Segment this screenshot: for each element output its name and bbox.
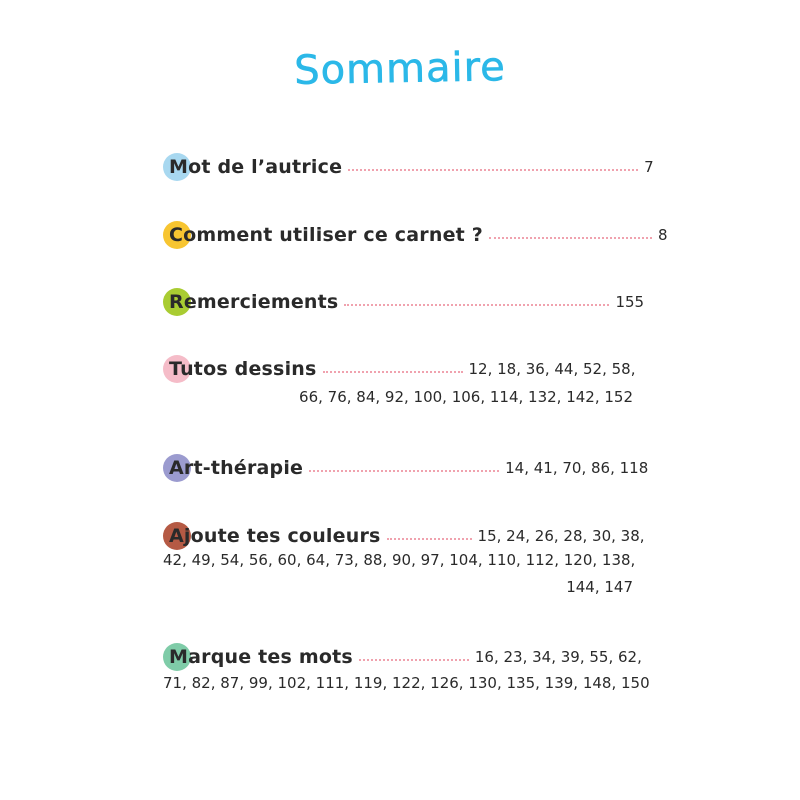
dotted-leader [348, 168, 638, 171]
toc-entry-tutos-dessins[interactable] [163, 350, 636, 411]
page-numbers-continued: 144, 147 [566, 578, 633, 596]
page-numbers-continued: 66, 76, 84, 92, 100, 106, 114, 132, 142, 152 [299, 388, 633, 406]
entry-label: Marque tes mots [169, 646, 353, 668]
dotted-leader [344, 303, 609, 306]
page-numbers: 15, 24, 26, 28, 30, 38, [477, 527, 645, 545]
dotted-leader [309, 469, 499, 472]
toc-entry-ajoute-tes-couleurs[interactable] [163, 517, 645, 601]
dotted-leader [359, 658, 469, 661]
page-numbers-continued: 42, 49, 54, 56, 60, 64, 73, 88, 90, 97, 104, 110, 112, 120, 138, [163, 551, 636, 569]
entry-label: Mot de l’autrice [169, 156, 343, 178]
page-numbers: 14, 41, 70, 86, 118 [505, 459, 649, 477]
dotted-leader [323, 370, 463, 373]
page-numbers: 12, 18, 36, 44, 52, 58, [468, 360, 636, 378]
entry-label: Ajoute tes couleurs [169, 525, 381, 547]
toc-entry-marque-tes-mots[interactable] [163, 638, 650, 697]
toc-entry-comment-utiliser[interactable] [163, 216, 668, 246]
entry-label: Comment utiliser ce carnet ? [169, 224, 483, 246]
page-numbers: 8 [657, 226, 668, 244]
dotted-leader [489, 236, 652, 239]
dotted-leader [387, 537, 472, 540]
toc-entry-mot-de-l-autrice[interactable] [163, 148, 654, 178]
page-numbers: 155 [615, 293, 645, 311]
entry-label: Art-thérapie [169, 457, 304, 479]
entry-label: Tutos dessins [169, 358, 317, 380]
toc-entry-art-therapie[interactable] [163, 449, 649, 479]
page-numbers: 7 [644, 158, 654, 176]
page-numbers-continued: 71, 82, 87, 99, 102, 111, 119, 122, 126, 130, 135, 139, 148, 150 [163, 674, 650, 692]
page-title: Sommaire [293, 44, 507, 94]
toc-entry-remerciements[interactable] [163, 283, 645, 313]
page-numbers: 16, 23, 34, 39, 55, 62, [474, 648, 642, 666]
entry-label: Remerciements [169, 291, 339, 313]
